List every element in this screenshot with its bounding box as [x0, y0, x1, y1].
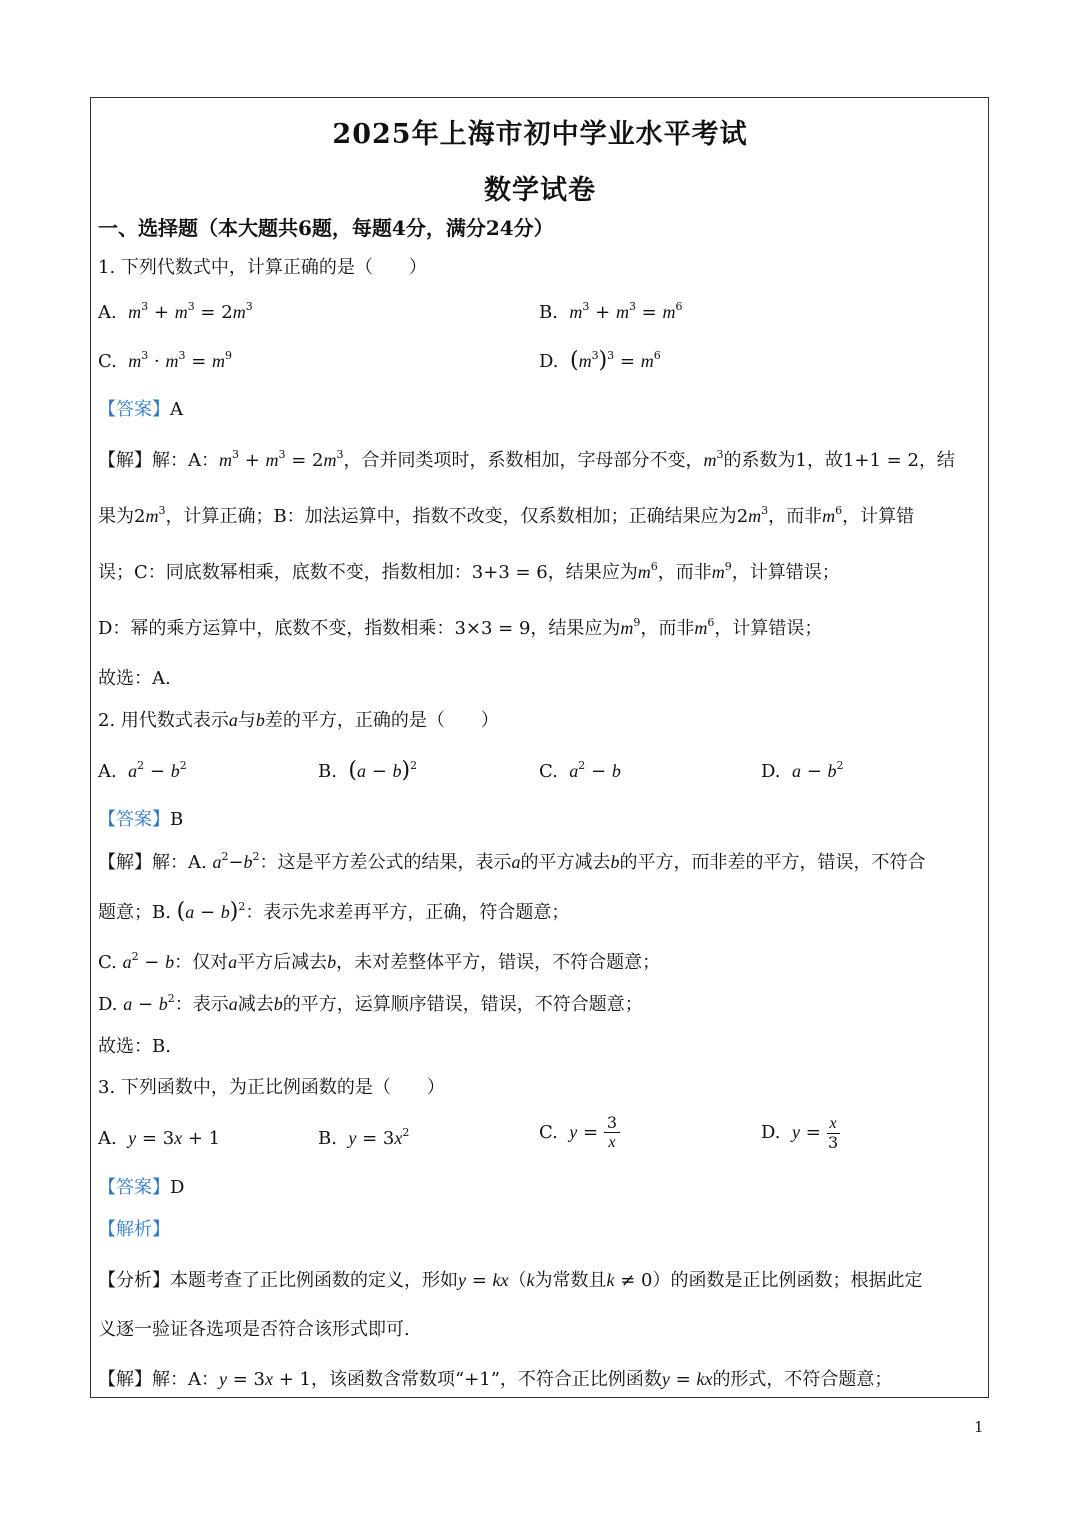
page-frame: [90, 97, 989, 1398]
fraction-x-over-3: $\frac{x}{3}$: [827, 1115, 839, 1152]
q1-option-d: D. $(m^3)^3 = m^6$: [539, 348, 661, 373]
q1-stem: 1. 下列代数式中，计算正确的是（ ）: [98, 257, 427, 278]
q2-option-d: D. $a - b^2$: [761, 759, 844, 782]
q2-stem: 2. 用代数式表示a与b差的平方，正确的是（ ）: [98, 710, 499, 731]
q3-option-c: C. y = $\frac{3}{x}$: [539, 1114, 620, 1152]
exam-subtitle: 数学试卷: [484, 175, 596, 206]
q1-option-a: A. $m^3 + m^3 = 2m^3$: [98, 300, 253, 323]
section-heading: 一、选择题（本大题共6题，每题4分，满分24分）: [98, 216, 554, 240]
q3-stem: 3. 下列函数中，为正比例函数的是（ ）: [98, 1077, 445, 1098]
q2-option-b: B. $(a - b)^2$: [318, 758, 418, 783]
q2-answer: 【答案】B: [98, 809, 184, 830]
q2-solution-line-1: 【解】解：A. $a^2-b^2$：这是平方差公式的结果，表示a的平方减去b的平方，而非差的平方，错误，不符合: [98, 850, 926, 873]
q2-option-a: A. $a^2 - b^2$: [98, 759, 187, 782]
q1-solution-line-1: 【解】解：A：$m^3 + m^3 = 2m^3$，合并同类项时，系数相加，字母部分不变，$m^3$的系数为1，故1+1 = 2，结: [98, 448, 955, 471]
q3-solution-line-1: 【解】解：A：y = 3x + 1，该函数含常数项“+1”，不符合正比例函数y = kx的形式，不符合题意；: [98, 1369, 893, 1390]
q2-choose: 故选：B.: [98, 1036, 171, 1057]
q1-option-c: C. $m^3 \cdot m^3 = m^9$: [98, 349, 232, 372]
q1-solution-line-4: D：幂的乘方运算中，底数不变，指数相乘：3×3 = 9，结果应为$m^9$，而非$m^6$，计算错误；: [98, 616, 823, 639]
q2-solution-line-3: C. $a^2 - b$：仅对a平方后减去b，未对差整体平方，错误，不符合题意；: [98, 950, 661, 973]
q3-analysis-line-2: 义逐一验证各选项是否符合该形式即可.: [98, 1319, 410, 1340]
page-number: 1: [974, 1418, 984, 1436]
q1-option-b: B. $m^3 + m^3 = m^6$: [539, 300, 683, 323]
q3-option-b: B. $y = 3x^2$: [318, 1126, 410, 1149]
q1-answer: 【答案】A: [98, 399, 183, 420]
q3-analysis-line-1: 【分析】本题考查了正比例函数的定义，形如y = kx（k为常数且k ≠ 0）的函数是正比例函数；根据此定: [98, 1270, 923, 1291]
q3-option-d: D. y = $\frac{x}{3}$: [761, 1115, 839, 1152]
exam-title: 2025年上海市初中学业水平考试: [332, 119, 748, 150]
q3-analysis-label: 【解析】: [98, 1219, 170, 1240]
q3-option-a: A. y = 3x + 1: [98, 1128, 221, 1149]
fraction-3-over-x: $\frac{3}{x}$: [604, 1114, 620, 1152]
q1-choose: 故选：A.: [98, 668, 171, 689]
q2-solution-line-4: D. $a - b^2$：表示a减去b的平方，运算顺序错误，错误，不符合题意；: [98, 992, 643, 1015]
q2-solution-line-2: 题意；B. $(a - b)^2$：表示先求差再平方，正确，符合题意；: [98, 899, 570, 924]
q2-option-c: C. $a^2 - b$: [539, 759, 621, 782]
q1-solution-line-2: 果为$2m^3$，计算正确；B：加法运算中，指数不改变，仅系数相加；正确结果应为$2m^3$，而非$m^6$，计算错: [98, 504, 915, 527]
q1-solution-line-3: 误；C：同底数幂相乘，底数不变，指数相加：3+3 = 6，结果应为$m^6$，而非$m^9$，计算错误；: [98, 560, 840, 583]
q3-answer: 【答案】D: [98, 1177, 185, 1198]
